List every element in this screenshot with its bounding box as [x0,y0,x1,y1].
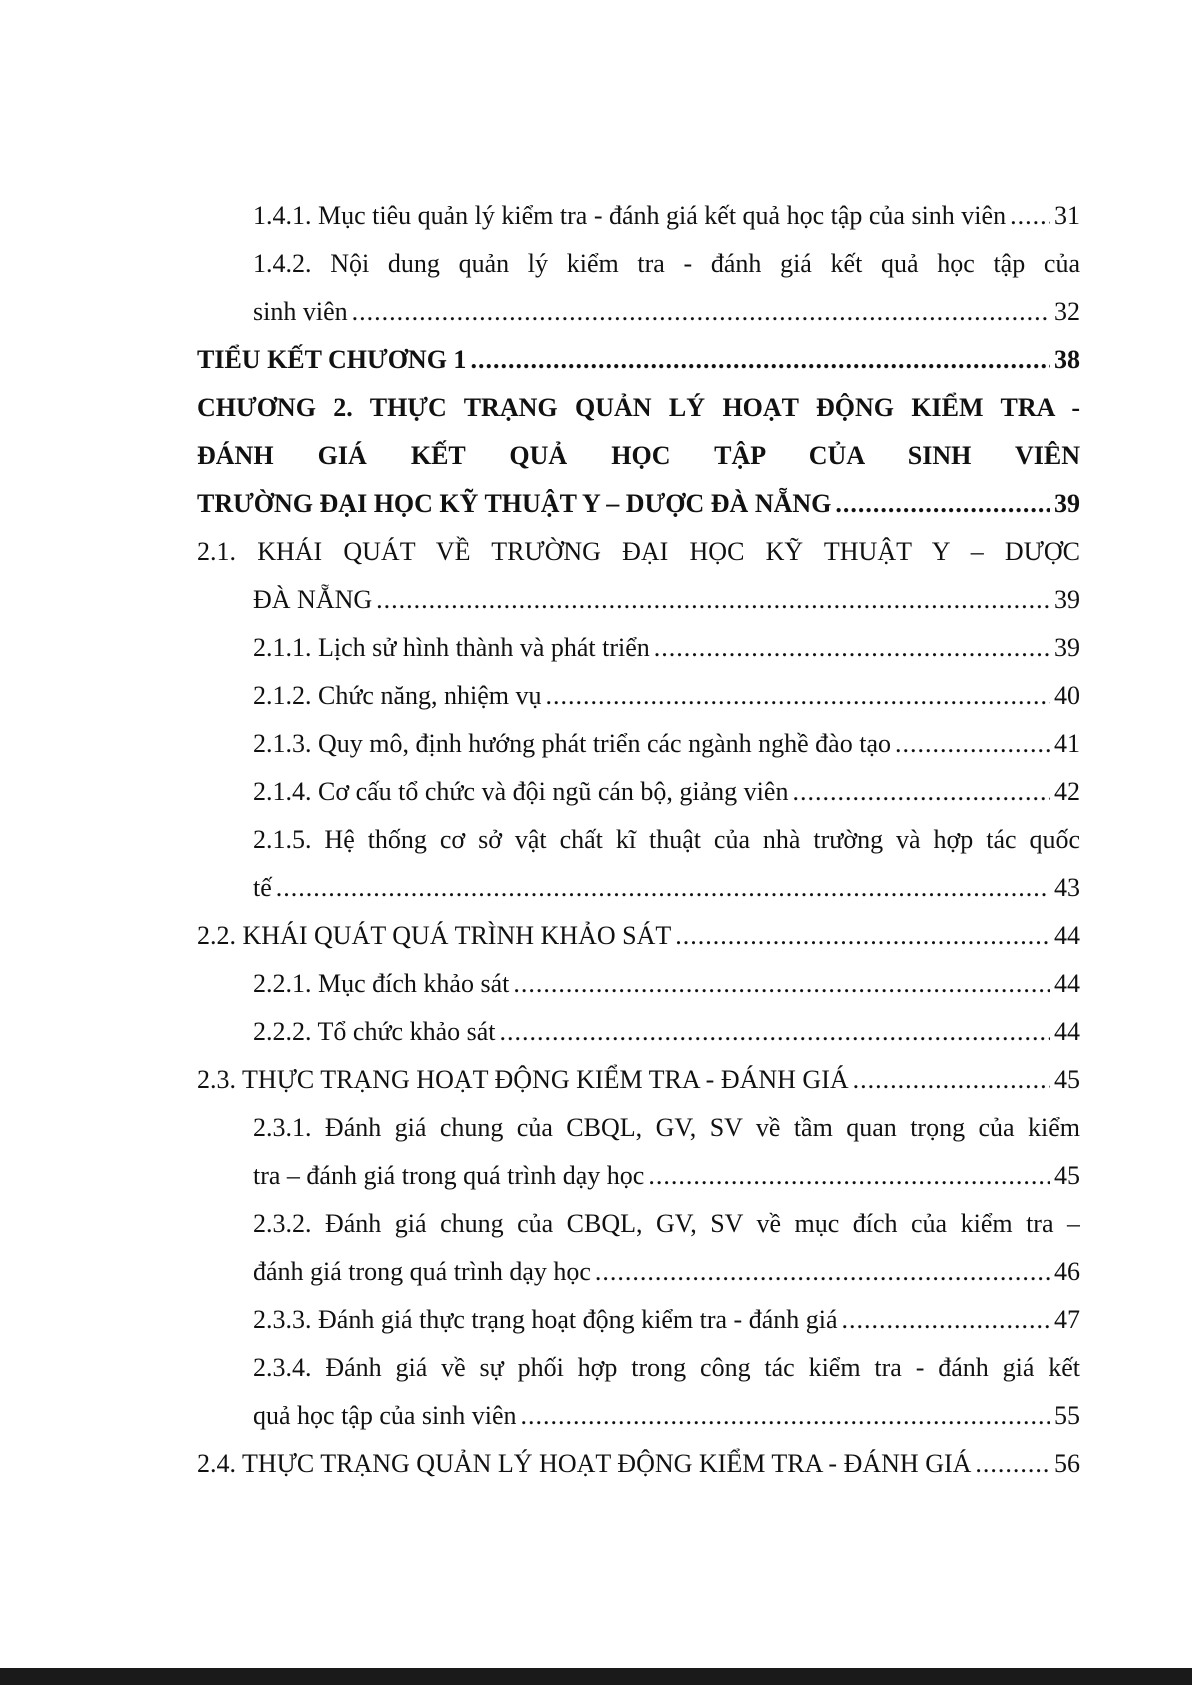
toc-entry-title: 2.2. KHÁI QUÁT QUÁ TRÌNH KHẢO SÁT [197,921,672,950]
dot-leader [376,576,1050,624]
toc-entry-title: TRƯỜNG ĐẠI HỌC KỸ THUẬT Y – DƯỢC ĐÀ NẴNG [197,489,832,518]
toc-entry[interactable] [197,480,1080,528]
toc-entry[interactable] [197,624,1080,672]
toc-entry-title: đánh giá trong quá trình dạy học [253,1257,591,1286]
toc-entry[interactable] [197,1152,1080,1200]
toc-page-number: 43 [1054,873,1080,902]
toc-entry-title: 1.4.1. Mục tiêu quản lý kiểm tra - đánh giá kết quả học tập của sinh viên [253,201,1007,230]
dot-leader [648,1152,1050,1200]
toc-entry-title: 2.1.1. Lịch sử hình thành và phát triển [253,633,650,662]
toc-entry[interactable] [197,768,1080,816]
toc-entry[interactable] [197,672,1080,720]
toc-page-number: 47 [1054,1305,1080,1334]
dot-leader [853,1056,1050,1104]
toc-entry-title: tra – đánh giá trong quá trình dạy học [253,1161,645,1190]
toc-entry-title: 2.3.3. Đánh giá thực trạng hoạt động kiểm tra - đánh giá [253,1305,838,1334]
toc-page-number: 31 [1054,201,1080,230]
toc-page-number: 42 [1054,777,1080,806]
dot-leader [470,336,1050,384]
toc-page-number: 32 [1054,297,1080,326]
toc-page-number: 56 [1054,1449,1080,1478]
toc-page-number: 45 [1054,1065,1080,1094]
toc-page-number: 44 [1054,969,1080,998]
dot-leader [792,768,1050,816]
toc-entry[interactable] [197,864,1080,912]
toc-entry-title: sinh viên [253,297,348,326]
dot-leader [595,1248,1050,1296]
toc-entry[interactable] [197,1056,1080,1104]
bottom-edge-bar [0,1668,1192,1685]
toc-entry[interactable] [197,288,1080,336]
toc-entry-title: ĐÀ NẴNG [253,585,373,614]
toc-entry[interactable] [197,960,1080,1008]
toc-entry[interactable] [197,1392,1080,1440]
toc-page-number: 45 [1054,1161,1080,1190]
toc-line-wrapped: 2.1. KHÁI QUÁT VỀ TRƯỜNG ĐẠI HỌC KỸ THUẬT Y – DƯỢC [197,537,1080,566]
toc-entry[interactable] [197,192,1080,240]
toc-entry-title: 2.2.1. Mục đích khảo sát [253,969,510,998]
toc-line-wrapped: ĐÁNH GIÁ KẾT QUẢ HỌC TẬP CỦA SINH VIÊN [197,441,1080,470]
toc-page-number: 44 [1054,1017,1080,1046]
toc-entry[interactable] [197,912,1080,960]
toc-page-number: 39 [1054,633,1080,662]
toc-entry[interactable] [197,1440,1080,1488]
toc-entry-title: 2.4. THỰC TRẠNG QUẢN LÝ HOẠT ĐỘNG KIỂM TRA - ĐÁNH GIÁ [197,1449,972,1478]
table-of-contents [197,192,1080,1488]
toc-entry-title: 2.1.4. Cơ cấu tổ chức và đội ngũ cán bộ, giảng viên [253,777,789,806]
toc-entry-title: 2.2.2. Tổ chức khảo sát [253,1017,496,1046]
dot-leader [546,672,1050,720]
toc-line-wrapped: 2.3.4. Đánh giá về sự phối hợp trong công tác kiểm tra - đánh giá kết [253,1353,1080,1382]
dot-leader [842,1296,1051,1344]
toc-line-wrapped: 2.3.2. Đánh giá chung của CBQL, GV, SV về mục đích của kiểm tra – [253,1209,1080,1238]
dot-leader [521,1392,1050,1440]
toc-line-wrapped: 1.4.2. Nội dung quản lý kiểm tra - đánh giá kết quả học tập của [253,249,1080,278]
dot-leader [1010,192,1050,240]
dot-leader [675,912,1050,960]
toc-entry-title: 2.1.2. Chức năng, nhiệm vụ [253,681,542,710]
dot-leader [513,960,1050,1008]
toc-entry[interactable] [197,336,1080,384]
toc-entry-title: quả học tập của sinh viên [253,1401,517,1430]
toc-page-number: 55 [1054,1401,1080,1430]
toc-page-number: 39 [1054,489,1080,518]
toc-entry-title: 2.1.3. Quy mô, định hướng phát triển các ngành nghề đào tạo [253,729,891,758]
toc-line-wrapped: CHƯƠNG 2. THỰC TRẠNG QUẢN LÝ HOẠT ĐỘNG KIỂM TRA - [197,393,1080,422]
toc-page-number: 39 [1054,585,1080,614]
toc-entry-title: TIỂU KẾT CHƯƠNG 1 [197,345,467,374]
dot-leader [895,720,1050,768]
toc-page-number: 44 [1054,921,1080,950]
toc-page-number: 40 [1054,681,1080,710]
toc-entry[interactable] [197,720,1080,768]
toc-page-number: 41 [1054,729,1080,758]
toc-page-number: 46 [1054,1257,1080,1286]
dot-leader [276,864,1050,912]
toc-entry-title: 2.3. THỰC TRẠNG HOẠT ĐỘNG KIỂM TRA - ĐÁNH GIÁ [197,1065,849,1094]
dot-leader [835,480,1050,528]
dot-leader [352,288,1050,336]
toc-entry-title: tế [253,873,272,902]
toc-entry[interactable] [197,1008,1080,1056]
toc-entry[interactable] [197,576,1080,624]
toc-entry[interactable] [197,1248,1080,1296]
dot-leader [654,624,1050,672]
dot-leader [975,1440,1050,1488]
dot-leader [500,1008,1050,1056]
toc-line-wrapped: 2.1.5. Hệ thống cơ sở vật chất kĩ thuật của nhà trường và hợp tác quốc [253,825,1080,854]
toc-page-number: 38 [1054,345,1080,374]
toc-line-wrapped: 2.3.1. Đánh giá chung của CBQL, GV, SV về tầm quan trọng của kiểm [253,1113,1080,1142]
toc-entry[interactable] [197,1296,1080,1344]
